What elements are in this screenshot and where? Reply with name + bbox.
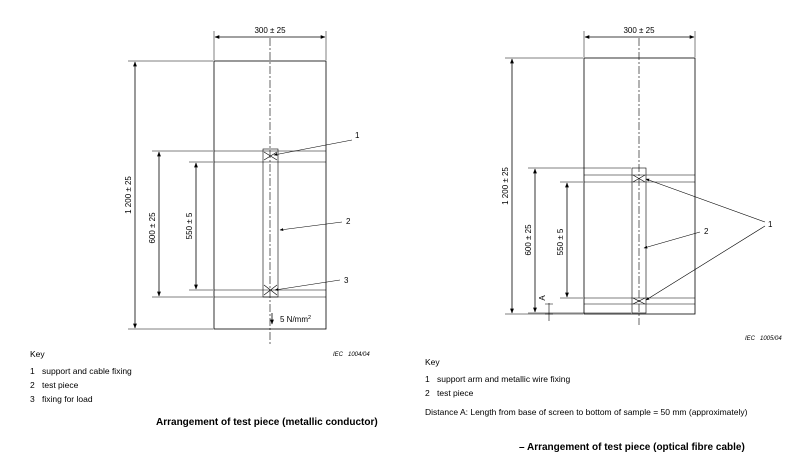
right-screen — [584, 58, 695, 314]
left-550-dim-label: 550 ± 5 — [185, 212, 194, 240]
right-a-dim-label: A — [538, 295, 547, 301]
left-test-piece — [263, 149, 278, 297]
left-key-text: support and cable fixing — [42, 366, 132, 376]
right-leader-1b — [646, 226, 765, 300]
left-width-dim-label: 300 ± 25 — [254, 26, 286, 35]
left-key-num: 2 — [30, 380, 35, 390]
right-key-title: Key — [425, 357, 440, 367]
left-load-sup: 2 — [308, 315, 312, 321]
distance-a-note: Distance A: Length from base of screen to bottom of sample = 50 mm (approximately) — [425, 407, 748, 417]
right-drawing — [505, 31, 765, 325]
right-leader-2 — [644, 232, 700, 248]
left-leader-3 — [275, 280, 340, 290]
right-key-row — [425, 372, 570, 386]
left-key-text: test piece — [42, 380, 79, 390]
right-fixing-x-bottom — [633, 298, 645, 304]
left-key-title: Key — [30, 349, 45, 359]
left-callout-2: 2 — [346, 217, 351, 226]
left-key-text: fixing for load — [42, 394, 93, 404]
right-key — [425, 355, 570, 400]
left-key-row — [30, 364, 132, 378]
right-leader-1a — [646, 179, 765, 222]
left-iec-ref: IEC 1004/04 — [333, 352, 370, 358]
left-key-row — [30, 378, 132, 392]
right-key-text: test piece — [437, 388, 474, 398]
left-key-num: 1 — [30, 366, 35, 376]
left-load-label — [280, 315, 311, 324]
left-height-dim-label: 1 200 ± 25 — [124, 176, 133, 214]
right-key-text: support arm and metallic wire fixing — [437, 374, 571, 384]
right-key-num: 1 — [425, 374, 430, 384]
right-iec-ref: IEC 1005/04 — [745, 336, 782, 342]
right-width-dim-label: 300 ± 25 — [623, 26, 655, 35]
left-drawing — [128, 31, 352, 345]
left-leader-2 — [280, 222, 342, 230]
right-600-dim-label: 600 ± 25 — [524, 224, 533, 256]
right-callout-2: 2 — [704, 227, 709, 236]
left-load-text: 5 N/mm — [280, 315, 308, 324]
left-key-num: 3 — [30, 394, 35, 404]
left-caption: Arrangement of test piece (metallic conductor) — [156, 417, 378, 428]
right-550-dim-label: 550 ± 5 — [556, 228, 565, 256]
right-key-row — [425, 386, 570, 400]
right-callout-1: 1 — [768, 220, 773, 229]
left-fixing-x-top — [264, 152, 277, 160]
right-caption: – Arrangement of test piece (optical fibre cable) — [519, 442, 745, 453]
left-callout-3: 3 — [344, 276, 349, 285]
right-key-num: 2 — [425, 388, 430, 398]
left-callout-1: 1 — [355, 131, 360, 140]
left-leader-1 — [274, 140, 352, 155]
left-key-row — [30, 392, 132, 406]
left-600-dim-label: 600 ± 25 — [148, 212, 157, 244]
left-key — [30, 347, 132, 406]
right-height-dim-label: 1 200 ± 25 — [501, 167, 510, 205]
